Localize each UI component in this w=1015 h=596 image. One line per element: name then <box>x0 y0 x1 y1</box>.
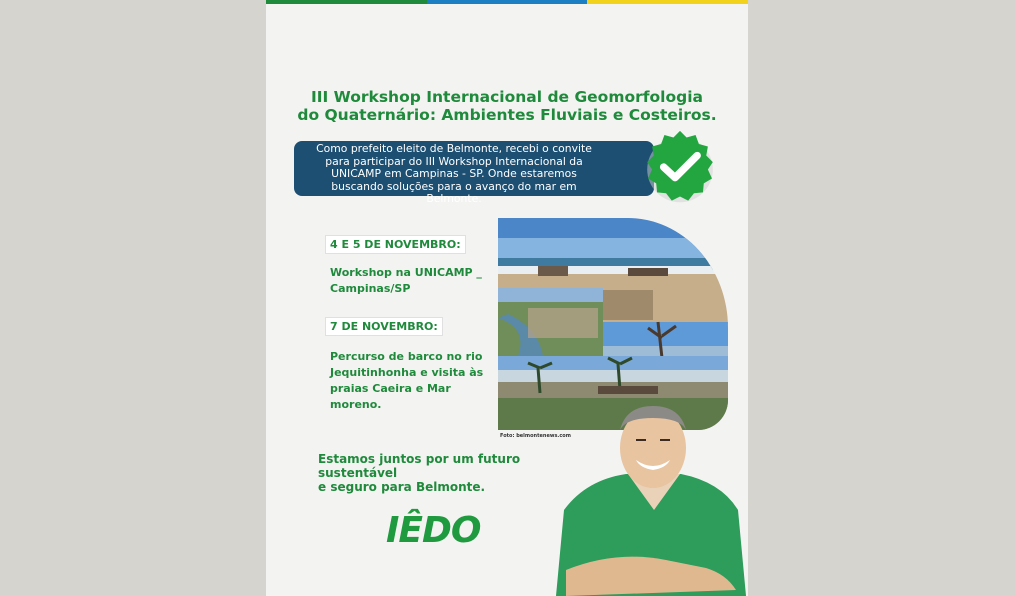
event-item-1-line-1: Workshop na UNICAMP _ <box>330 266 482 279</box>
title-line-1: III Workshop Internacional de Geomorfologia <box>310 88 703 106</box>
closing-line-1: Estamos juntos por um futuro sustentável <box>318 452 521 480</box>
date-label-1: 4 E 5 DE NOVEMBRO: <box>326 236 465 253</box>
photo-credit: Foto: belmontenews.com <box>500 433 571 439</box>
event-item-2 <box>330 349 483 413</box>
event-item-2-line-1: Percurso de barco no rio <box>330 350 483 363</box>
verified-check-icon <box>639 126 721 208</box>
event-item-2-line-3: praias Caeira e Mar <box>330 382 451 395</box>
invite-text: Como prefeito eleito de Belmonte, recebi o convite para participar do III Workshop Internacional da UNICAMP em Campinas - SP. Onde estaremos buscando soluções para o avanço do mar em Belmonte. <box>316 142 592 205</box>
iedo-logo: IÊDO <box>386 510 481 551</box>
title-line-2: do Quaternário: Ambientes Fluviais e Costeiros. <box>297 106 717 124</box>
invite-box <box>294 141 654 205</box>
date-label-2: 7 DE NOVEMBRO: <box>326 318 442 335</box>
top-color-bar <box>266 0 748 4</box>
event-item-2-line-4: moreno. <box>330 398 382 411</box>
poster <box>266 0 748 596</box>
event-item-1 <box>330 265 482 297</box>
event-item-2-line-2: Jequitinhonha e visita às <box>330 366 484 379</box>
closing-message <box>318 452 568 494</box>
closing-line-2: e seguro para Belmonte. <box>318 480 486 494</box>
beach-photo-collage <box>498 218 728 430</box>
candidate-portrait <box>556 400 748 596</box>
event-item-1-line-2: Campinas/SP <box>330 282 411 295</box>
poster-title <box>286 88 728 124</box>
